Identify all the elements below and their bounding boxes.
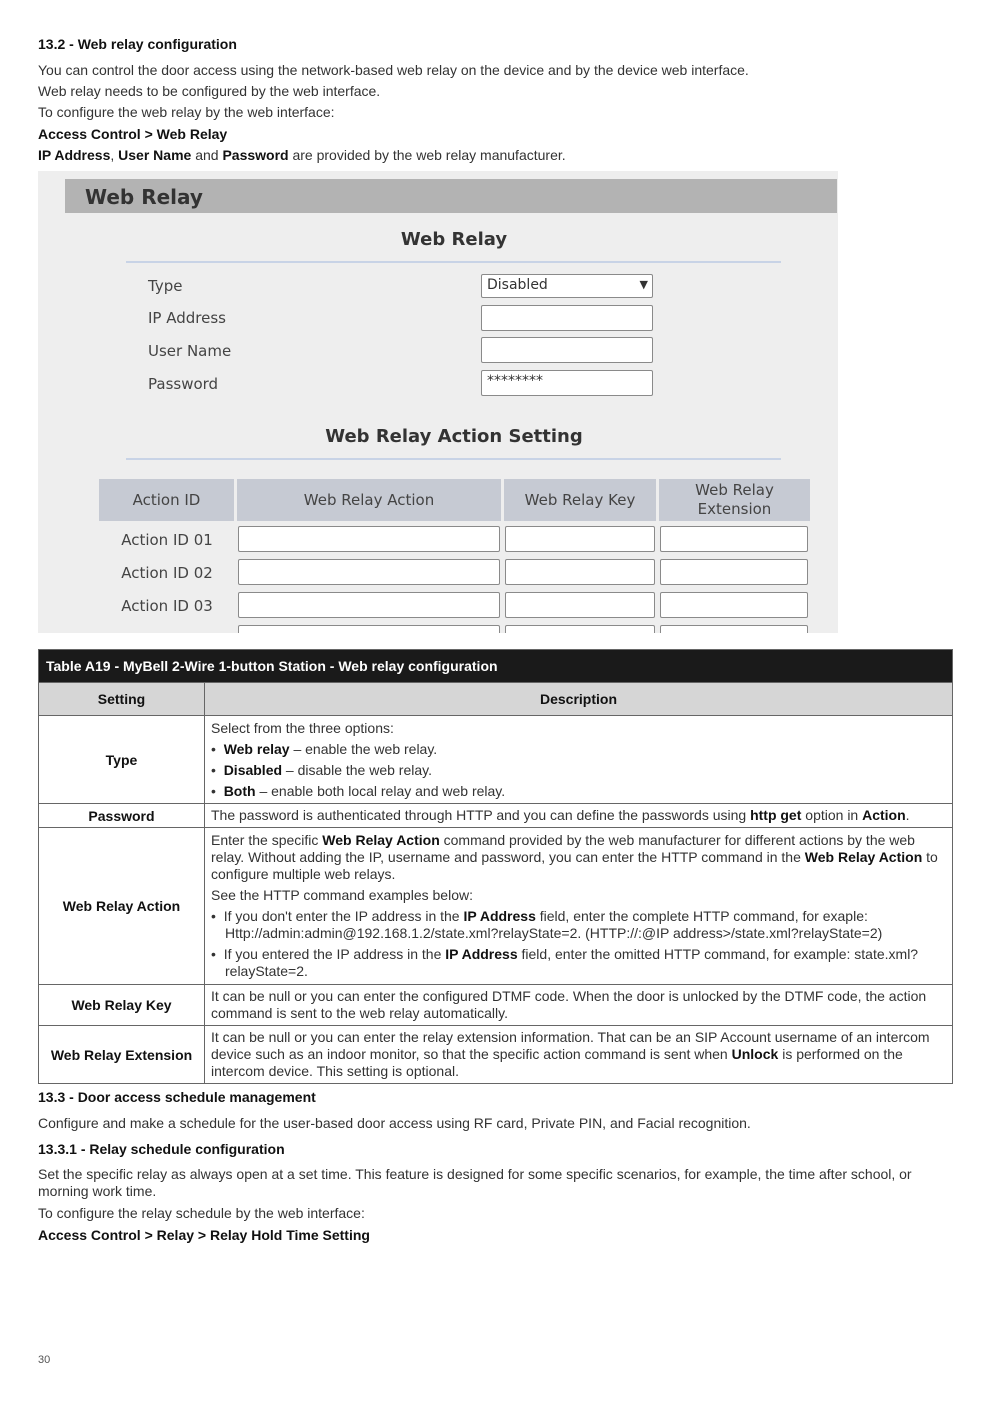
desc-web-relay-extension [205, 1026, 953, 1084]
web-relay-heading: Web Relay [400, 229, 508, 250]
note-pass: Password [222, 147, 289, 163]
table-caption: Table A19 - MyBell 2-Wire 1-button Station - Web relay configuration [39, 650, 953, 683]
section-13-2-p1: You can control the door access using the network-based web relay on the device and by the device web interface. [38, 62, 749, 78]
key-02-input[interactable] [505, 559, 655, 585]
type-opt2-rest: – disable the web relay. [282, 762, 432, 778]
type-select[interactable] [481, 274, 653, 298]
password-b1: http get [750, 807, 802, 823]
type-opt3-bold: Both [223, 783, 256, 799]
action-b2: Web Relay Action [804, 849, 923, 865]
type-intro: Select from the three options: [211, 720, 394, 736]
setting-type: Type [39, 716, 205, 804]
section-13-2-title: 13.2 - Web relay configuration [38, 36, 237, 52]
action-03-input[interactable] [238, 592, 500, 618]
desc-password [205, 804, 953, 828]
col-action-id: Action ID [99, 479, 234, 521]
action-heading-divider [126, 458, 781, 460]
screenshot-title-bar [65, 179, 837, 213]
note-and: and [191, 147, 223, 163]
key-01-input[interactable] [505, 526, 655, 552]
desc-web-relay-key: It can be null or you can enter the configured DTMF code. When the door is unlocked by the DTMF code, the action command is sent to the web relay automatically. [205, 985, 953, 1026]
e2-t1: If you entered the IP address in the [223, 946, 446, 962]
col-web-relay-extension [659, 479, 810, 521]
setting-password: Password [39, 804, 205, 828]
type-option-both: • Both – enable both local relay and web relay. [211, 783, 506, 799]
extension-03-input[interactable] [660, 592, 808, 618]
extension-04-input-partial[interactable] [660, 625, 808, 633]
note-user: User Name [118, 147, 192, 163]
ext-b1: Unlock [731, 1046, 779, 1062]
section-13-2-p2: Web relay needs to be configured by the web interface. [38, 83, 381, 99]
e2-t2: field, enter the omitted HTTP command, for example: state.xml?relayState=2. [225, 946, 919, 979]
user-name-input[interactable] [481, 337, 653, 363]
header-description: Description [205, 683, 953, 716]
ext-t2: is performed on the intercom device. This setting is optional. [211, 1046, 903, 1079]
screenshot-bar-title: Web Relay [85, 185, 203, 209]
action-id-01: Action ID 01 [121, 531, 213, 549]
section-13-2-path: Access Control > Web Relay [38, 126, 228, 142]
table-row [39, 1026, 953, 1084]
col-ext-line1: Web Relay [695, 481, 774, 499]
section-13-3-1-p2: To configure the relay schedule by the web interface: [38, 1205, 365, 1221]
note-rest: are provided by the web relay manufacturer. [288, 147, 566, 163]
action-id-03: Action ID 03 [121, 597, 213, 615]
note-sep: , [110, 147, 119, 163]
e1-t1: If you don't enter the IP address in the [223, 908, 464, 924]
section-13-3-1-title: 13.3.1 - Relay schedule configuration [38, 1141, 285, 1157]
ext-t1: It can be null or you can enter the relay extension information. That can be an SIP Account username of an intercom device such as an indoor monitor, so that the specific action command is sent when [211, 1029, 930, 1062]
section-13-3-p1: Configure and make a schedule for the user-based door access using RF card, Private PIN, and Facial recognition. [38, 1115, 751, 1131]
action-examples: See the HTTP command examples below: [211, 887, 473, 903]
page-number: 30 [38, 1354, 51, 1366]
section-13-3-1-path: Access Control > Relay > Relay Hold Time Setting [38, 1227, 370, 1243]
password-b2: Action [862, 807, 906, 823]
action-t1: Enter the specific [211, 832, 323, 848]
action-t2: command provided by the web manufacturer for different actions by the web relay. Without adding the IP, username and password, you can enter the HTTP command in the [211, 832, 915, 865]
extension-01-input[interactable] [660, 526, 808, 552]
type-opt1-rest: – enable the web relay. [289, 741, 438, 757]
section-13-2-note [38, 145, 566, 166]
setting-web-relay-action: Web Relay Action [39, 828, 205, 985]
web-relay-config-table [38, 649, 953, 1084]
col-web-relay-key: Web Relay Key [504, 479, 656, 521]
action-example-2: • If you entered the IP address in the IP Address field, enter the omitted HTTP command, for example: state.xml?relayState=2. [211, 946, 919, 979]
type-label: Type [148, 277, 183, 295]
section-13-3-title: 13.3 - Door access schedule management [38, 1089, 316, 1105]
password-label: Password [148, 375, 219, 393]
type-option-disabled: • Disabled – disable the web relay. [211, 762, 432, 778]
type-option-web-relay: • Web relay – enable the web relay. [211, 741, 438, 757]
type-opt1-bold: Web relay [223, 741, 290, 757]
action-01-input[interactable] [238, 526, 500, 552]
action-setting-heading: Web Relay Action Setting [325, 426, 583, 447]
table-row [39, 985, 953, 1026]
e1-b: IP Address [463, 908, 536, 924]
web-relay-screenshot [38, 171, 838, 633]
password-t1: The password is authenticated through HTTP and you can define the passwords using [211, 807, 751, 823]
desc-web-relay-action [205, 828, 953, 985]
note-ip: IP Address [38, 147, 111, 163]
type-select-value: Disabled [487, 277, 548, 293]
table-row [39, 828, 953, 985]
col-web-relay-action: Web Relay Action [237, 479, 501, 521]
key-03-input[interactable] [505, 592, 655, 618]
extension-02-input[interactable] [660, 559, 808, 585]
setting-web-relay-extension: Web Relay Extension [39, 1026, 205, 1084]
action-b1: Web Relay Action [322, 832, 440, 848]
type-opt2-bold: Disabled [223, 762, 283, 778]
action-t3: to configure multiple web relays. [211, 849, 938, 882]
action-intro [211, 832, 946, 883]
action-example-1: • If you don't enter the IP address in the IP Address field, enter the complete HTTP command, for exaple: Http://admin:admin@192.168.1.2/state.xml?relayState=2. (HTTP://:@IP address>/state.xml?relayState=2) [211, 908, 883, 941]
ip-address-label: IP Address [148, 309, 226, 327]
ip-address-input[interactable] [481, 305, 653, 331]
table-row [39, 804, 953, 828]
key-04-input-partial[interactable] [505, 625, 655, 633]
e2-b: IP Address [445, 946, 518, 962]
action-04-input-partial[interactable] [238, 625, 500, 633]
action-02-input[interactable] [238, 559, 500, 585]
chevron-down-icon: ▼ [639, 278, 648, 291]
password-t3: . [905, 807, 910, 823]
setting-web-relay-key: Web Relay Key [39, 985, 205, 1026]
heading-divider [126, 261, 781, 263]
section-13-3-1-p1: Set the specific relay as always open at a set time. This feature is designed for some specific scenarios, for example, the time after school, or morning work time. [38, 1166, 912, 1199]
password-input[interactable]: ******** [481, 370, 653, 396]
user-name-label: User Name [148, 342, 232, 360]
col-ext-line2: Extension [697, 500, 772, 518]
section-13-2-p3: To configure the web relay by the web interface: [38, 104, 335, 120]
type-opt3-rest: – enable both local relay and web relay. [255, 783, 506, 799]
table-row [39, 716, 953, 804]
action-id-02: Action ID 02 [121, 564, 213, 582]
password-t2: option in [801, 807, 863, 823]
desc-type [205, 716, 953, 804]
header-setting: Setting [39, 683, 205, 716]
e1-t2: field, enter the complete HTTP command, for exaple: Http://admin:admin@192.168.1.2/state.xml?relayState=2. (HTTP://:@IP address>/state.xml?relayState=2) [225, 908, 883, 941]
